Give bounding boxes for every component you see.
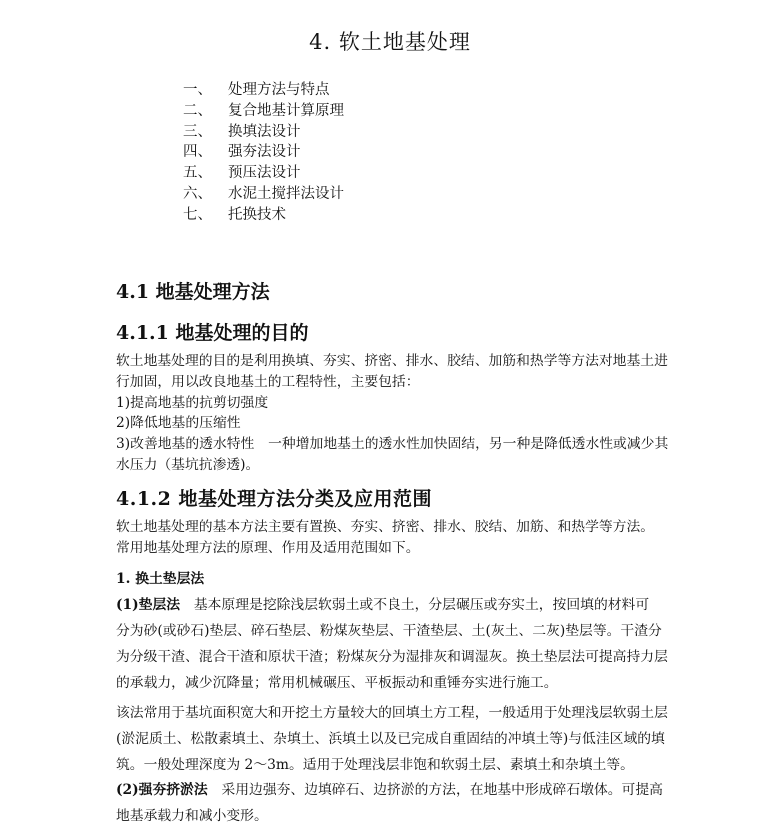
paragraph-line: 常用地基处理方法的原理、作用及适用范围如下。: [116, 539, 420, 556]
dynamic-compaction-paragraph: [116, 777, 676, 829]
toc-item-number: 四、: [183, 144, 212, 161]
section-heading-4-1-1: 4.1.1 地基处理的目的: [116, 322, 309, 344]
paragraph-line: 3)改善地基的透水特性 一种增加地基土的透水性加快固结，另一种是降低透水性或减少其: [116, 436, 669, 453]
toc-item-text: 换填法设计: [228, 123, 301, 140]
toc-item-number: 一、: [183, 82, 212, 98]
toc-item: [183, 142, 344, 163]
paragraph-line: 筑。一般处理深度为 2～3m。适用于处理浅层非饱和软弱土层、素填土和杂填土等。: [116, 757, 634, 773]
paragraph-line: [116, 592, 676, 618]
paragraph-line: (淤泥质土、松散素填土、杂填土、浜填土以及已完成自重固结的冲填土等)与低洼区域的填: [116, 731, 665, 747]
table-of-contents: [183, 80, 344, 226]
paragraph-text: 基本原理是挖除浅层软弱土或不良土，分层碾压或夯实土，按回填的材料可: [180, 597, 650, 613]
paragraph-line: 为分级干渣、混合干渣和原状干渣；粉煤灰分为湿排灰和调湿灰。换土垫层法可提高持力层: [116, 649, 668, 665]
item-lead-label: (1)垫层法: [116, 597, 181, 613]
paragraph-line: 该法常用于基坑面积宽大和开挖土方量较大的回填土方工程，一般适用于处理浅层软弱土层: [116, 705, 668, 721]
section-heading-4-1: 4.1 地基处理方法: [116, 281, 270, 303]
paragraph-line: [116, 777, 676, 803]
intro-paragraph: [116, 517, 676, 559]
toc-item: [183, 163, 344, 184]
section-heading-4-1-2: 4.1.2 地基处理方法分类及应用范围: [116, 488, 433, 510]
toc-item-text: 复合地基计算原理: [228, 102, 344, 119]
toc-item-number: 五、: [183, 165, 212, 182]
paragraph-line: 软土地基处理的基本方法主要有置换、夯实、挤密、排水、胶结、加筋、和热学等方法。: [116, 519, 655, 535]
toc-item-text: 托换技术: [228, 206, 286, 223]
toc-item: [183, 80, 344, 101]
purpose-paragraph: [116, 351, 676, 476]
paragraph-line: 分为砂(或砂石)垫层、碎石垫层、粉煤灰垫层、干渣垫层、土(灰土、二灰)垫层等。干渣分: [116, 623, 662, 639]
paragraph-line: 的承载力，减少沉降量；常用机械碾压、平板振动和重锤夯实进行施工。: [116, 675, 558, 691]
toc-item-text: 水泥土搅拌法设计: [228, 185, 344, 202]
toc-item-text: 预压法设计: [228, 165, 301, 182]
paragraph-line: 行加固，用以改良地基土的工程特性，主要包括：: [116, 373, 420, 390]
usage-paragraph: [116, 700, 676, 778]
toc-item-text: 强夯法设计: [228, 144, 301, 161]
toc-item-number: 六、: [183, 185, 212, 202]
toc-item-text: 处理方法与特点: [228, 82, 330, 98]
paragraph-line: 1)提高地基的抗剪切强度: [116, 394, 269, 411]
item-lead-label: (2)强夯挤淤法: [116, 782, 208, 798]
document-title: 4. 软土地基处理: [309, 30, 471, 54]
toc-item-number: 七、: [183, 206, 212, 223]
toc-item: [183, 205, 344, 226]
toc-item: [183, 184, 344, 205]
paragraph-line: 2)降低地基的压缩性: [116, 415, 241, 432]
toc-item: [183, 101, 344, 122]
paragraph-text: 采用边强夯、边填碎石、边挤淤的方法，在地基中形成碎石墩体。可提高: [207, 782, 663, 798]
paragraph-line: 地基承载力和减小变形。: [116, 808, 268, 824]
toc-item-number: 三、: [183, 123, 212, 140]
subsection-heading: 1. 换土垫层法: [116, 571, 205, 587]
cushion-method-paragraph: [116, 592, 676, 696]
toc-item-number: 二、: [183, 102, 212, 119]
paragraph-line: 软土地基处理的目的是利用换填、夯实、挤密、排水、胶结、加筋和热学等方法对地基土进: [116, 353, 668, 369]
toc-item: [183, 122, 344, 143]
paragraph-line: 水压力（基坑抗渗透)。: [116, 456, 260, 473]
